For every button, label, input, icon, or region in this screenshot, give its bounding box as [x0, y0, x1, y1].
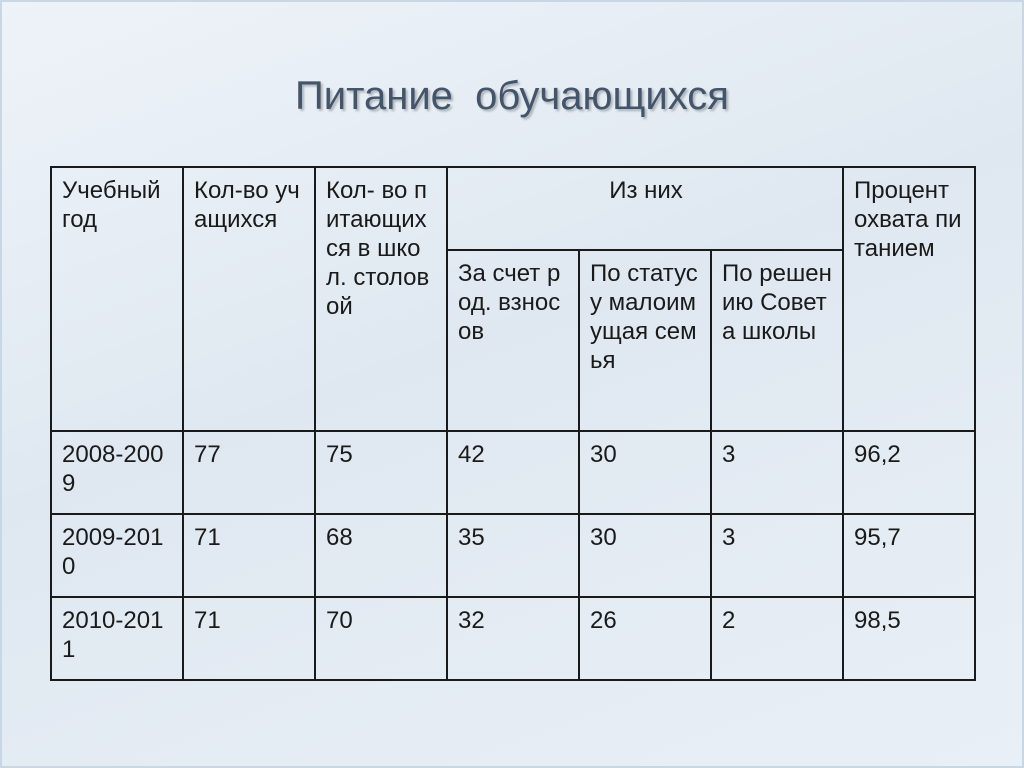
header-students: Кол-во учащихся — [183, 167, 315, 431]
cell-percent: 98,5 — [843, 597, 975, 680]
header-row-top — [51, 167, 975, 250]
cell-parent-fees: 35 — [447, 514, 579, 597]
table-row — [51, 597, 975, 680]
cell-percent: 96,2 — [843, 431, 975, 514]
cell-eating: 68 — [315, 514, 447, 597]
cell-low-income: 30 — [579, 514, 711, 597]
table-row — [51, 431, 975, 514]
cell-year: 2009-2010 — [51, 514, 183, 597]
cell-council: 2 — [711, 597, 843, 680]
header-council: По решению Совета школы — [711, 250, 843, 431]
cell-council: 3 — [711, 431, 843, 514]
cell-students: 77 — [183, 431, 315, 514]
cell-students: 71 — [183, 597, 315, 680]
slide-title: Питание обучающихся — [295, 74, 729, 118]
cell-students: 71 — [183, 514, 315, 597]
header-eating: Кол- во питающихся в школ. столовой — [315, 167, 447, 431]
cell-year: 2010-2011 — [51, 597, 183, 680]
header-parent-fees: За счет род. взносов — [447, 250, 579, 431]
cell-parent-fees: 32 — [447, 597, 579, 680]
cell-parent-fees: 42 — [447, 431, 579, 514]
cell-low-income: 26 — [579, 597, 711, 680]
cell-eating: 70 — [315, 597, 447, 680]
cell-percent: 95,7 — [843, 514, 975, 597]
cell-year: 2008-2009 — [51, 431, 183, 514]
header-percent: Процент охвата питанием — [843, 167, 975, 431]
cell-eating: 75 — [315, 431, 447, 514]
table-row — [51, 514, 975, 597]
cell-council: 3 — [711, 514, 843, 597]
cell-low-income: 30 — [579, 431, 711, 514]
header-low-income: По статусу малоимущая семья — [579, 250, 711, 431]
header-of-them: Из них — [447, 167, 843, 250]
nutrition-table — [50, 166, 976, 681]
header-year: Учебный год — [51, 167, 183, 431]
